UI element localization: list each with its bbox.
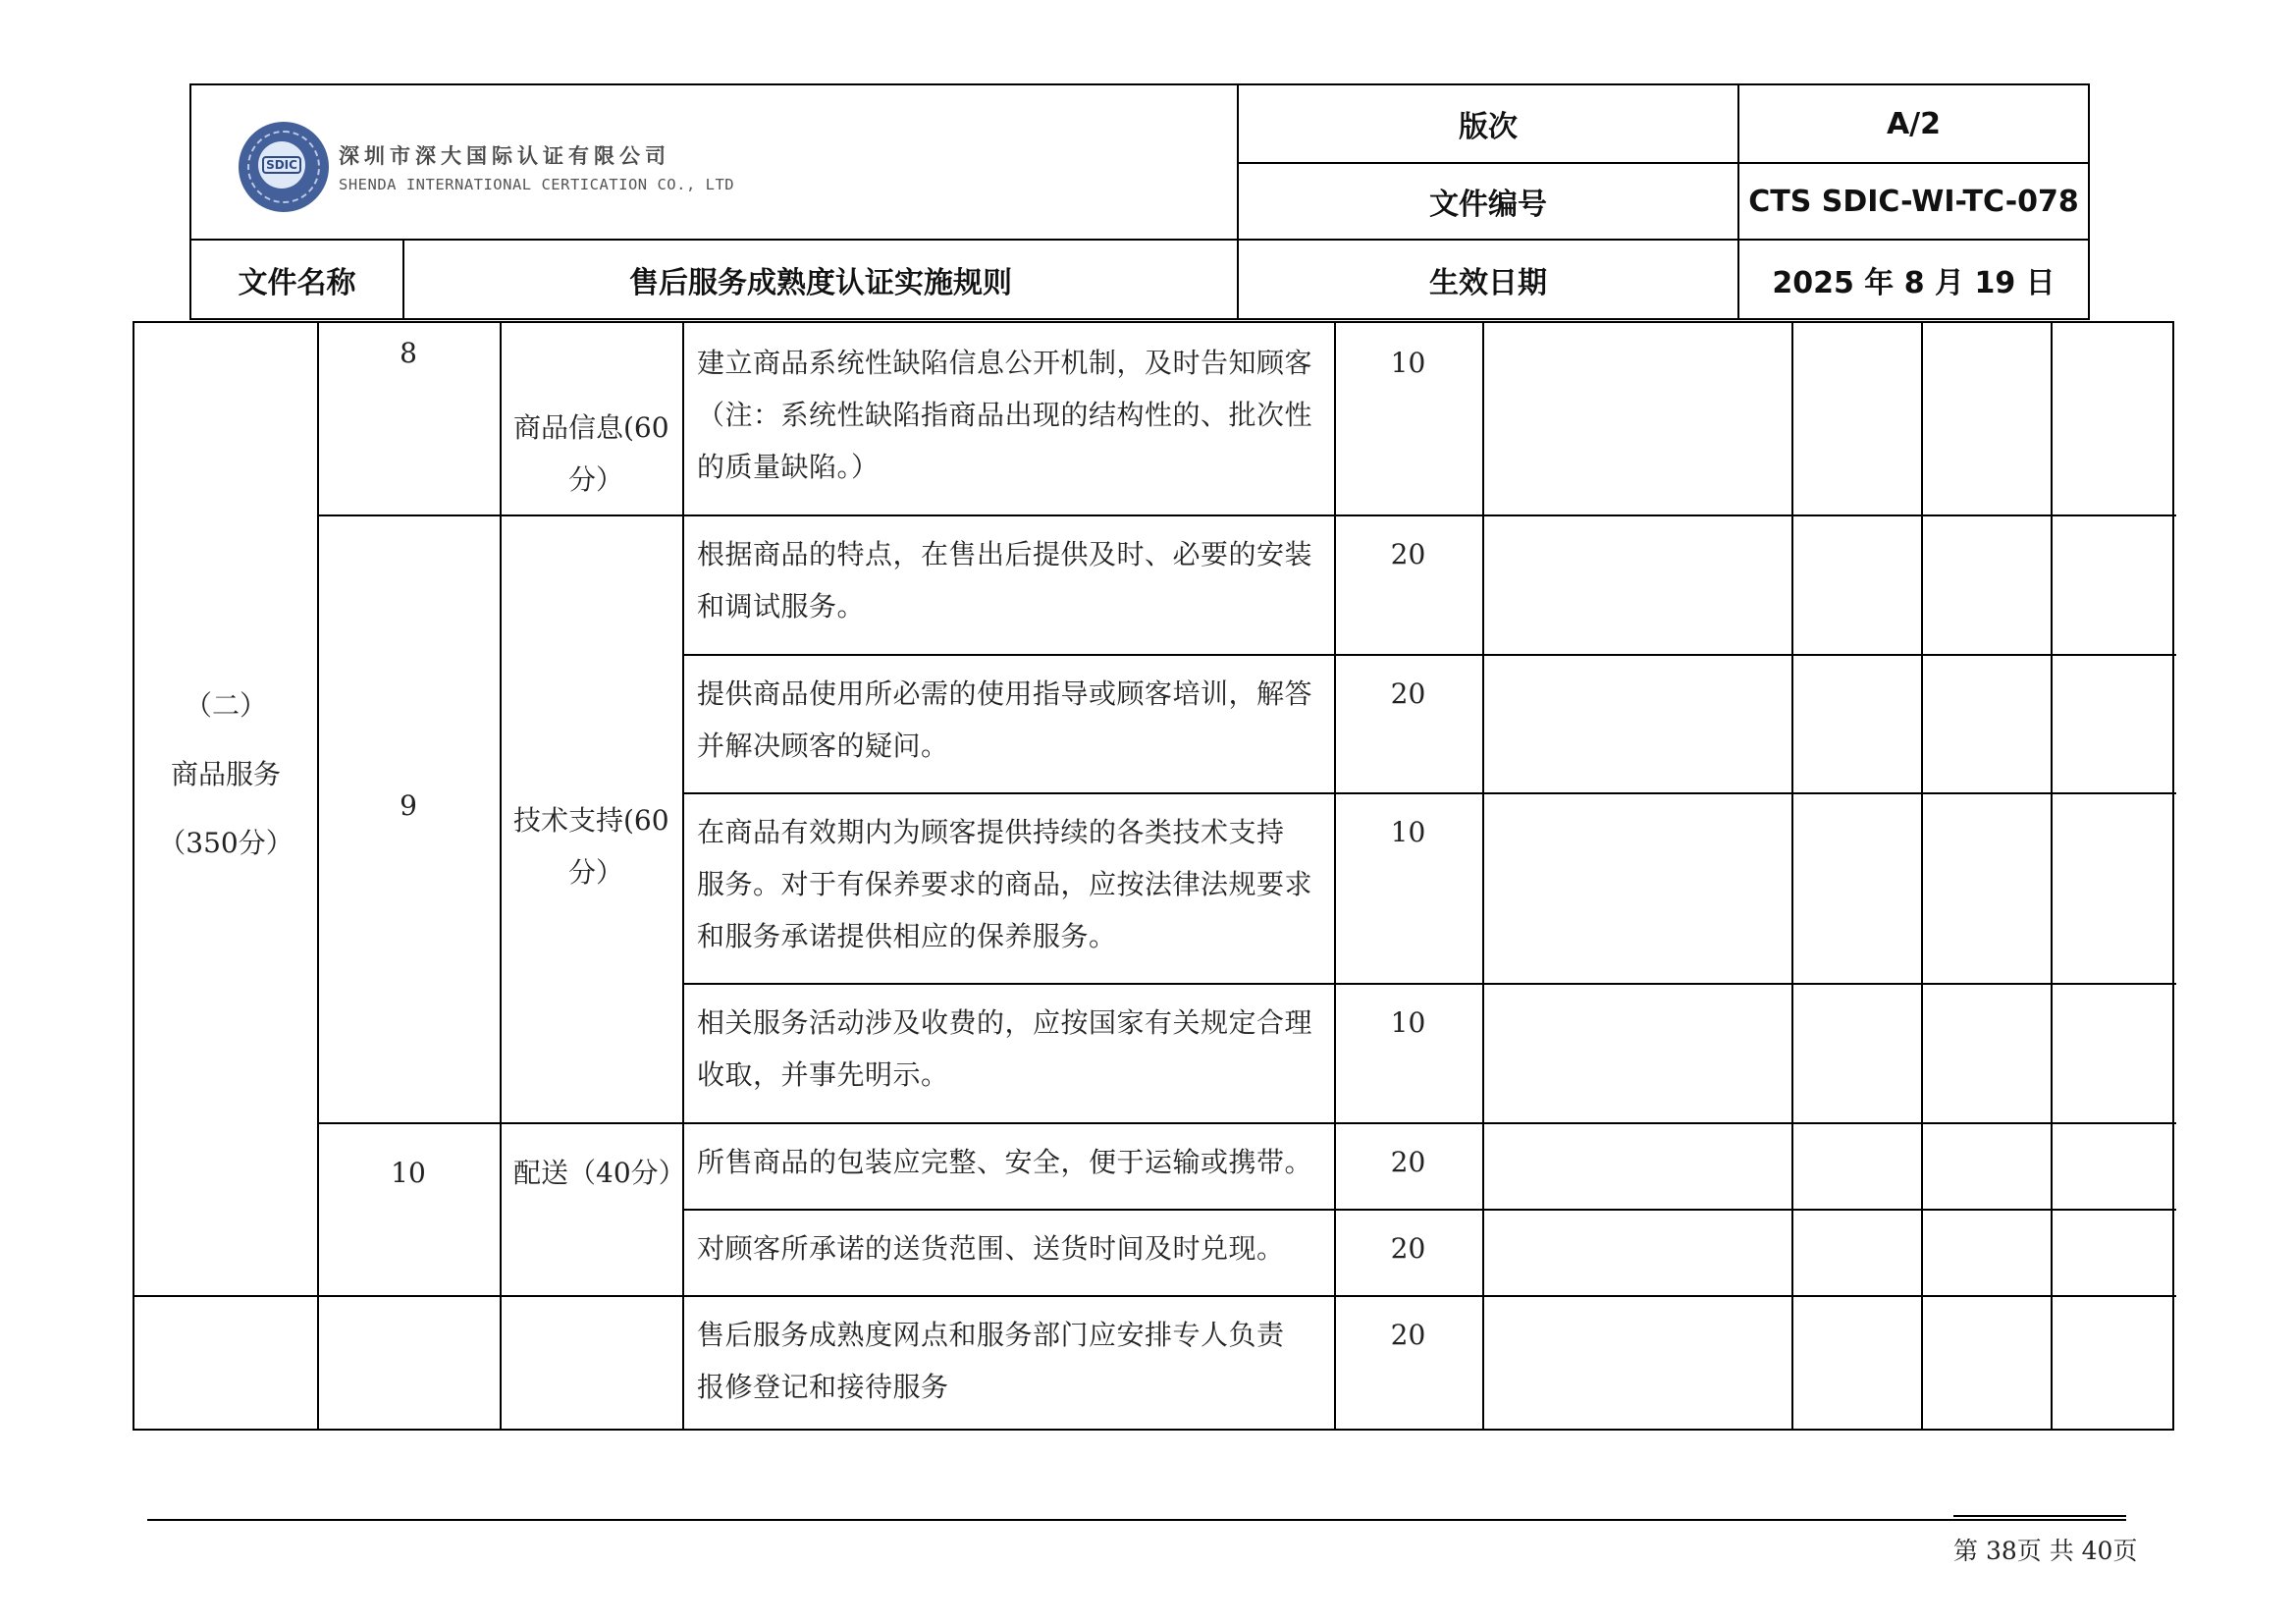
assessment-cell[interactable] bbox=[2051, 983, 2172, 1122]
assessment-cell[interactable] bbox=[2051, 514, 2172, 654]
requirement-line: 报修登记和接待服务 bbox=[697, 1371, 949, 1403]
requirement-text bbox=[682, 528, 1334, 632]
requirement-line: 并解决顾客的疑问。 bbox=[697, 730, 949, 762]
assessment-cell[interactable] bbox=[1482, 514, 1791, 654]
document-header bbox=[189, 83, 2090, 320]
requirement-line: 的质量缺陷。） bbox=[697, 451, 880, 483]
requirement-line: 和调试服务。 bbox=[697, 590, 866, 623]
requirements-table bbox=[133, 321, 2174, 1431]
category-label-line: （二） bbox=[184, 689, 267, 722]
assessment-cell[interactable] bbox=[1921, 1122, 2051, 1209]
assessment-cell[interactable] bbox=[1482, 792, 1791, 983]
assessment-cell[interactable] bbox=[1921, 983, 2051, 1122]
doc-name-label: 文件名称 bbox=[238, 265, 356, 300]
assessment-cell[interactable] bbox=[2051, 792, 2172, 983]
subcategory-label-line: 技术支持(60 bbox=[513, 804, 669, 837]
company-seal-icon: SDIC bbox=[239, 122, 329, 212]
assessment-cell[interactable] bbox=[1921, 514, 2051, 654]
assessment-cell[interactable] bbox=[1482, 983, 1791, 1122]
requirement-line: 对顾客所承诺的送货范围、送货时间及时兑现。 bbox=[697, 1232, 1285, 1265]
subcategory-cell bbox=[513, 402, 678, 506]
assessment-cell[interactable] bbox=[1921, 792, 2051, 983]
assessment-cell[interactable] bbox=[1791, 1209, 1921, 1295]
requirement-line: 相关服务活动涉及收费的，应按国家有关规定合理 bbox=[697, 1006, 1313, 1039]
assessment-cell[interactable] bbox=[1482, 654, 1791, 792]
requirement-line: 和服务承诺提供相应的保养服务。 bbox=[697, 920, 1117, 952]
requirement-score: 20 bbox=[1390, 538, 1426, 570]
requirement-line: 建立商品系统性缺陷信息公开机制，及时告知顾客 bbox=[697, 347, 1313, 379]
requirement-text bbox=[682, 668, 1334, 772]
assessment-cell[interactable] bbox=[1921, 323, 2051, 514]
doc-number-value: CTS SDIC-WI-TC-078 bbox=[1748, 184, 2079, 219]
assessment-cell[interactable] bbox=[2051, 654, 2172, 792]
assessment-cell[interactable] bbox=[1482, 323, 1791, 514]
assessment-cell[interactable] bbox=[1791, 983, 1921, 1122]
effective-date-value: 2025 年 8 月 19 日 bbox=[1772, 265, 2056, 300]
page-number: 第 38页 共 40页 bbox=[1953, 1537, 2138, 1565]
assessment-cell[interactable] bbox=[1921, 1209, 2051, 1295]
requirement-score: 20 bbox=[1390, 1319, 1426, 1351]
item-number: 10 bbox=[391, 1157, 426, 1189]
subcategory-label-line: 分） bbox=[567, 463, 623, 496]
assessment-cell[interactable] bbox=[1482, 1209, 1791, 1295]
assessment-cell[interactable] bbox=[1482, 1295, 1791, 1431]
requirement-line: 所售商品的包装应完整、安全，便于运输或携带。 bbox=[697, 1146, 1313, 1178]
assessment-cell[interactable] bbox=[2051, 323, 2172, 514]
requirement-score: 10 bbox=[1390, 816, 1426, 848]
requirement-line: 收取，并事先明示。 bbox=[697, 1058, 949, 1091]
category-label-line: （350分） bbox=[158, 827, 294, 859]
requirement-score: 20 bbox=[1390, 1232, 1426, 1265]
doc-name-value: 售后服务成熟度认证实施规则 bbox=[629, 265, 1012, 300]
company-name-en: SHENDA INTERNATIONAL CERTICATION CO., LTD bbox=[339, 176, 735, 193]
assessment-cell[interactable] bbox=[1791, 654, 1921, 792]
requirement-score: 20 bbox=[1390, 1146, 1426, 1178]
requirement-text bbox=[682, 337, 1334, 493]
company-logo bbox=[239, 122, 734, 212]
assessment-cell[interactable] bbox=[1791, 1122, 1921, 1209]
requirement-line: （注：系统性缺陷指商品出现的结构性的、批次性 bbox=[697, 399, 1313, 431]
requirement-text bbox=[682, 806, 1334, 962]
requirement-text bbox=[682, 1136, 1334, 1188]
requirement-line: 提供商品使用所必需的使用指导或顾客培训，解答 bbox=[697, 677, 1313, 710]
requirement-score: 10 bbox=[1390, 347, 1426, 379]
requirement-line: 服务。对于有保养要求的商品，应按法律法规要求 bbox=[697, 868, 1313, 900]
requirement-line: 售后服务成熟度网点和服务部门应安排专人负责 bbox=[697, 1319, 1285, 1351]
assessment-cell[interactable] bbox=[2051, 1209, 2172, 1295]
requirement-line: 在商品有效期内为顾客提供持续的各类技术支持 bbox=[697, 816, 1285, 848]
assessment-cell[interactable] bbox=[2051, 1122, 2172, 1209]
assessment-cell[interactable] bbox=[1791, 323, 1921, 514]
subcategory-label-line: 配送（40分） bbox=[513, 1157, 686, 1189]
requirement-line: 根据商品的特点，在售出后提供及时、必要的安装 bbox=[697, 538, 1313, 570]
assessment-cell[interactable] bbox=[2051, 1295, 2172, 1431]
requirement-score: 10 bbox=[1390, 1006, 1426, 1039]
requirement-score: 20 bbox=[1390, 677, 1426, 710]
version-value: A/2 bbox=[1886, 106, 1942, 141]
assessment-cell[interactable] bbox=[1921, 654, 2051, 792]
version-label: 版次 bbox=[1459, 110, 1518, 144]
requirement-text bbox=[682, 997, 1334, 1101]
item-number: 9 bbox=[400, 789, 417, 822]
category-cell bbox=[134, 672, 317, 878]
assessment-cell[interactable] bbox=[1921, 1295, 2051, 1431]
subcategory-label-line: 商品信息(60 bbox=[513, 411, 669, 444]
footer-rule bbox=[147, 1519, 2126, 1521]
assessment-cell[interactable] bbox=[1791, 792, 1921, 983]
subcategory-cell bbox=[513, 794, 678, 898]
item-number: 8 bbox=[400, 337, 417, 369]
requirement-text bbox=[682, 1309, 1334, 1413]
effective-date-label: 生效日期 bbox=[1429, 265, 1547, 300]
requirement-text bbox=[682, 1222, 1334, 1274]
category-label-line: 商品服务 bbox=[170, 758, 281, 790]
company-name-cn: 深圳市深大国际认证有限公司 bbox=[339, 144, 670, 168]
subcategory-cell bbox=[513, 1147, 686, 1199]
doc-number-label: 文件编号 bbox=[1429, 188, 1547, 222]
subcategory-label-line: 分） bbox=[567, 856, 623, 889]
assessment-cell[interactable] bbox=[1791, 1295, 1921, 1431]
assessment-cell[interactable] bbox=[1791, 514, 1921, 654]
assessment-cell[interactable] bbox=[1482, 1122, 1791, 1209]
